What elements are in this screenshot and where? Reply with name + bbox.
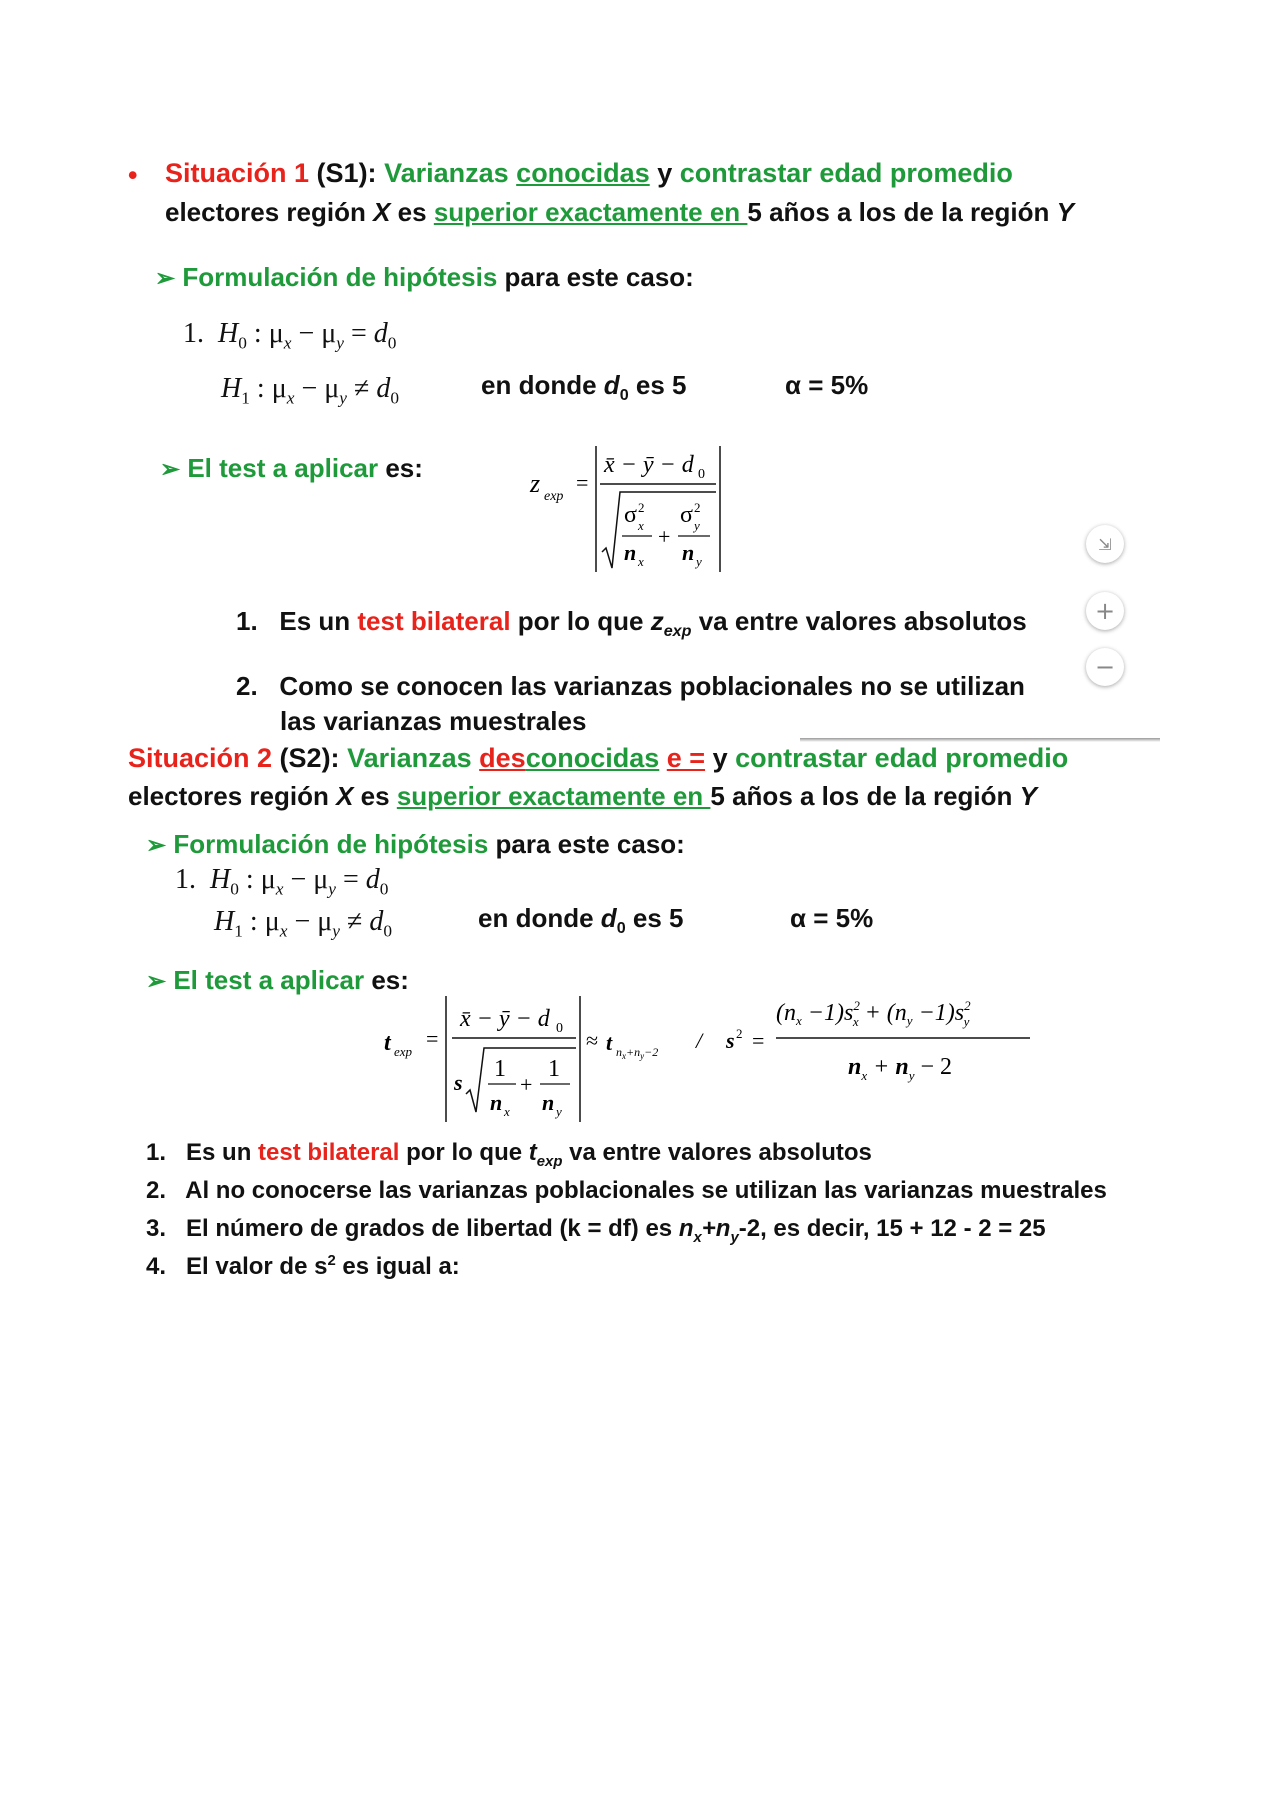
svg-text:t: t (384, 1030, 391, 1056)
svg-text:x: x (638, 518, 644, 533)
svg-text:x: x (504, 1104, 510, 1119)
svg-text:2: 2 (694, 500, 701, 515)
svg-text:+: + (658, 524, 671, 549)
s1-code: (S1): (316, 158, 377, 188)
svg-text:1: 1 (494, 1056, 506, 1082)
svg-text:≈: ≈ (586, 1028, 599, 1053)
zoom-out-button[interactable]: − (1086, 648, 1124, 686)
svg-text:exp: exp (394, 1044, 413, 1059)
s1-test: ➢ El test a aplicar es: (160, 453, 423, 483)
svg-text:n: n (682, 540, 695, 565)
svg-text:s: s (726, 1028, 735, 1053)
svg-text:y: y (694, 518, 700, 533)
svg-text:(nx −1)s2x + (ny −1)s2y: $(n_x -1)s^2$ $x + (n_y -1)s^2$ y (776, 998, 971, 1029)
svg-text:x̄ − ȳ − d: x̄ − ȳ − d (604, 452, 694, 478)
s2-item-4: 4. El valor de $s^2$ es igual a: (146, 1253, 460, 1280)
s2-heading-line2: electores región X es superior exactamente en 5 años a los de la región Y (128, 781, 1037, 811)
s1-heading-line1: Situación 1 (S1): Varianzas conocidas y contrastar edad promedio (165, 158, 1013, 188)
fit-screen-icon[interactable]: ⇲ (1086, 525, 1124, 563)
s2-item-2: 2. Al no conocerse las varianzas poblacionales se utilizan las varianzas muestrales (146, 1177, 1107, 1204)
s1-heading-line2: electores región X es superior exactamente en 5 años a los de la región Y (165, 197, 1074, 227)
s2-en-donde: en donde $d_0$ es 5 (478, 903, 684, 938)
s2-t-formula (380, 990, 1060, 1130)
s2-item-3: 3. El número de grados de libertad (k = df) es $n_x+n_y-2$, es decir, 15 + 12 - 2 = 25 (146, 1215, 1046, 1246)
s2-alpha: α = 5% (790, 903, 874, 933)
s2-code: (S2): (279, 743, 340, 773)
svg-text:n: n (542, 1090, 555, 1115)
s1-title: Situación 1 (165, 158, 310, 188)
svg-text:x: x (638, 554, 644, 569)
s1-z-formula (520, 440, 740, 580)
svg-text:nx + ny − 2: $n_x + n_y - 2$ (848, 1054, 953, 1083)
svg-text:σ: σ (680, 502, 693, 528)
svg-text:y: y (556, 1104, 562, 1119)
s1-item-2-line2: las varianzas muestrales (280, 706, 587, 736)
s1-bullet: • (128, 160, 138, 190)
s1-alpha: α = 5% (785, 370, 869, 400)
s1-en-donde: en donde $d_0$ es 5 (481, 370, 687, 405)
svg-text:n: n (624, 540, 637, 565)
svg-text:/: / (696, 1028, 703, 1053)
arrow-icon: ➢ (155, 265, 176, 292)
arrow-icon: ➢ (160, 456, 181, 483)
arrow-icon: ➢ (146, 832, 167, 859)
s1-h0: 1. $H_0$ : $\mu_x - \mu_y = d_0$ (183, 318, 397, 353)
s2-heading-line1: Situación 2 (S2): Varianzas desconocidas e = y contrastar edad promedio (128, 743, 1069, 773)
svg-text:σ: σ (624, 502, 637, 528)
svg-text:y: y (696, 554, 702, 569)
zoom-in-button[interactable]: + (1086, 592, 1124, 630)
svg-text:1: 1 (548, 1056, 560, 1082)
svg-text:s: s (454, 1070, 463, 1095)
svg-text:x̄ − ȳ − d: x̄ − ȳ − d (460, 1006, 550, 1032)
svg-text:2: 2 (736, 1026, 743, 1041)
s1-item-1: 1. Es un test bilateral por lo que $z_{exp}$ va entre valores absolutos (236, 606, 1027, 641)
svg-text:2: 2 (638, 500, 645, 515)
svg-text:z: z (530, 469, 541, 498)
s2-test: ➢ El test a aplicar es: (146, 965, 409, 995)
svg-text:t: t (606, 1030, 613, 1055)
s1-h1: $H_1$ : $\mu_x - \mu_y \ne d_0$ (221, 373, 400, 408)
svg-text:=: = (426, 1026, 439, 1051)
page-divider (800, 738, 1160, 742)
svg-text:=: = (576, 470, 589, 495)
svg-text:nx+ny−2: $n_x+n_y-2$ (616, 1045, 659, 1061)
svg-text:0: 0 (556, 1021, 563, 1036)
s2-title: Situación 2 (128, 743, 273, 773)
s2-h0: 1. $H_0$ : $\mu_x - \mu_y = d_0$ (175, 864, 389, 899)
s1-item-2: 2. Como se conocen las varianzas poblacionales no se utilizan (236, 671, 1025, 701)
s2-item-1: 1. Es un test bilateral por lo que $t_{exp}$ va entre valores absolutos (146, 1139, 872, 1170)
arrow-icon: ➢ (146, 968, 167, 995)
svg-text:n: n (490, 1090, 503, 1115)
svg-text:exp: exp (544, 489, 564, 504)
svg-text:0: 0 (698, 467, 705, 482)
s2-h1: $H_1$ : $\mu_x - \mu_y \ne d_0$ (214, 906, 393, 941)
s2-formulacion: ➢ Formulación de hipótesis para este caso: (146, 829, 685, 859)
svg-text:=: = (752, 1028, 765, 1053)
s1-formulacion: ➢ Formulación de hipótesis para este caso: (155, 262, 694, 292)
svg-text:+: + (520, 1072, 533, 1097)
